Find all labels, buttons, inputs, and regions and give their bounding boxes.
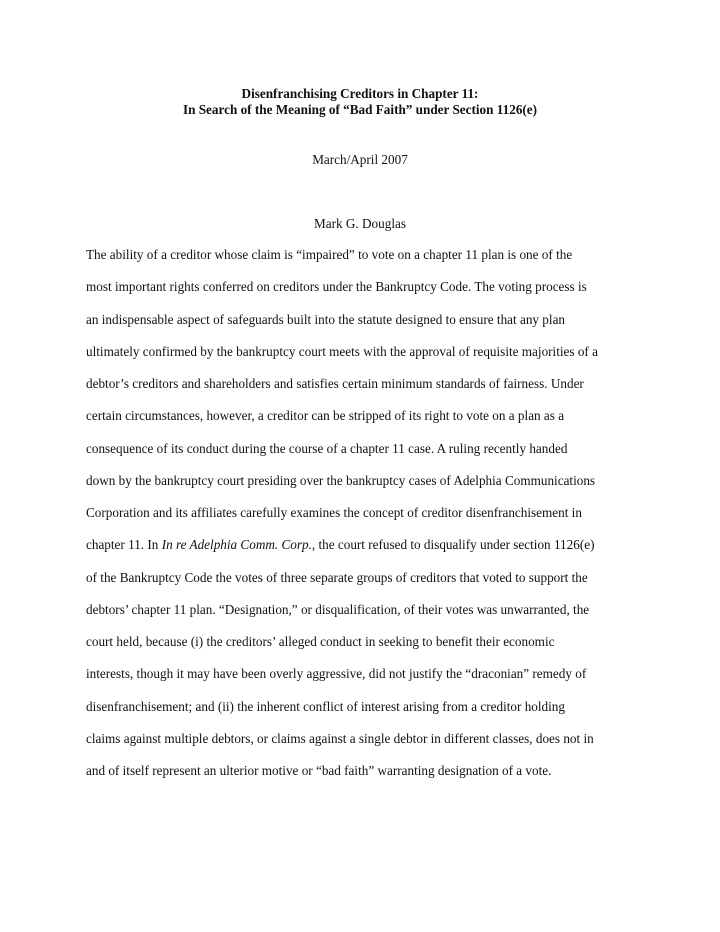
document-title-line-1: Disenfranchising Creditors in Chapter 11: xyxy=(241,86,479,101)
body-line: most important rights conferred on creditors under the Bankruptcy Code. The voting process is xyxy=(86,279,587,295)
body-line: debtors’ chapter 11 plan. “Designation,” or disqualification, of their votes was unwarranted, the xyxy=(86,601,590,617)
body-line: claims against multiple debtors, or claims against a single debtor in different classes, does not in xyxy=(86,730,594,746)
body-line-text: , the court refused to disqualify under section 1126(e) xyxy=(311,537,595,553)
body-line-case-citation xyxy=(86,537,646,569)
body-line: of the Bankruptcy Code the votes of three separate groups of creditors that voted to support the xyxy=(86,569,588,585)
body-paragraph xyxy=(86,247,646,795)
document-title-line-2: In Search of the Meaning of “Bad Faith” under Section 1126(e) xyxy=(182,102,538,117)
body-line: The ability of a creditor whose claim is “impaired” to vote on a chapter 11 plan is one of the xyxy=(86,247,573,262)
body-line: interests, though it may have been overly aggressive, did not justify the “draconian” remedy of xyxy=(86,666,587,682)
body-line: court held, because (i) the creditors’ alleged conduct in seeking to benefit their economic xyxy=(86,634,555,649)
author-name: Mark G. Douglas xyxy=(314,216,406,231)
case-name: In re Adelphia Comm. Corp. xyxy=(161,537,312,553)
body-line-text: chapter 11. In xyxy=(86,537,162,553)
body-line: an indispensable aspect of safeguards built into the statute designed to ensure that any plan xyxy=(86,311,566,327)
body-line: down by the bankruptcy court presiding over the bankruptcy cases of Adelphia Communications xyxy=(86,472,596,488)
body-line: Corporation and its affiliates carefully examines the concept of creditor disenfranchisement in xyxy=(86,505,582,520)
body-line: consequence of its conduct during the course of a chapter 11 case. A ruling recently handed xyxy=(86,440,568,456)
body-line: ultimately confirmed by the bankruptcy court meets with the approval of requisite majorities of a xyxy=(86,343,598,359)
body-line: and of itself represent an ulterior motive or “bad faith” warranting designation of a vote. xyxy=(86,763,552,778)
body-line: debtor’s creditors and shareholders and satisfies certain minimum standards of fairness. Under xyxy=(86,376,584,391)
publication-date: March/April 2007 xyxy=(312,152,408,167)
body-line: certain circumstances, however, a creditor can be stripped of its right to vote on a plan as a xyxy=(86,408,565,424)
body-line: disenfranchisement; and (ii) the inherent conflict of interest arising from a creditor holding xyxy=(86,698,565,714)
